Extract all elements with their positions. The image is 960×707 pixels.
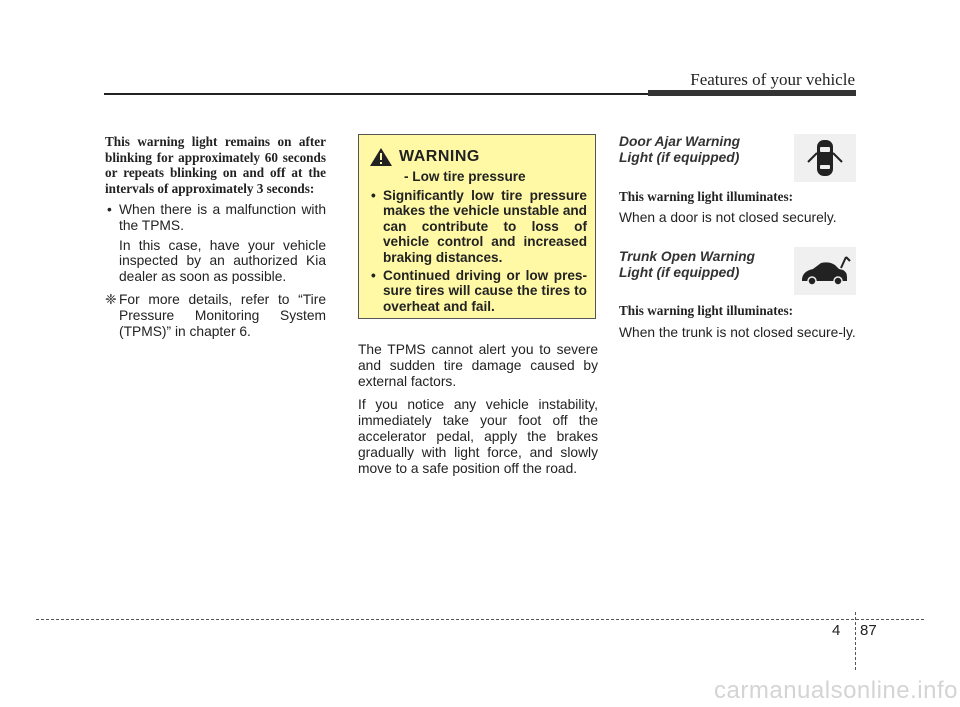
door-ajar-icon (803, 136, 847, 180)
trunk-open-icon (799, 253, 851, 289)
watermark: carmanualsonline.info (714, 677, 958, 704)
bullet-malfunction: • When there is a malfunction with the TPMS. (105, 202, 326, 234)
note-mark-icon: ❈ (105, 291, 117, 307)
note-text (105, 292, 326, 339)
footer-rule (36, 619, 924, 620)
warning-header (369, 147, 587, 167)
intro-text: This warning light remains on after blinking for approximately 60 seconds or repeats blinking on and off at the intervals of approximately 3 seconds: (105, 134, 326, 196)
inspection-text: In this case, have your vehicle inspected by an authorized Kia dealer as soon as possible. (119, 237, 326, 285)
trunk-open-title-line1: Trunk Open Warning (619, 248, 755, 264)
chapter-number: 4 (832, 622, 841, 639)
trunk-open-text: When the trunk is not closed secure-ly. (619, 324, 856, 340)
header-title: Features of your vehicle (690, 70, 855, 89)
trunk-open-title-line2: Light (if equipped) (619, 264, 740, 280)
trunk-open-lead: This warning light illuminates: (619, 303, 794, 319)
page-number: 87 (860, 622, 877, 639)
door-ajar-title-line1: Door Ajar Warning (619, 134, 741, 149)
door-ajar-title-line2: Light (if equipped) (619, 149, 740, 165)
door-ajar-lead: This warning light illuminates: (619, 188, 794, 204)
warning-item: • Significantly low tire pressure makes the vehicle unstable and can contribute to loss of vehicle control and increased braking distances. (369, 188, 587, 265)
warning-triangle-icon (369, 147, 393, 167)
warning-subtitle: - Low tire pressure (404, 169, 526, 184)
instability-text: If you notice any vehicle instability, immediately take your foot off the accelerator pedal, apply the brakes gradually with light force, and slowly move to a safe position off the road. (358, 397, 598, 476)
note-body: For more details, refer to “Tire Pressure Monitoring System (TPMS)” in chapter 6. (119, 291, 326, 339)
page-number-divider (855, 612, 856, 670)
warning-title: WARNING (399, 148, 480, 165)
column-middle (358, 342, 598, 476)
trunk-open-icon-box (794, 247, 856, 295)
door-ajar-icon-box (794, 134, 856, 182)
warning-box (358, 134, 596, 319)
warning-list (369, 188, 587, 314)
header-rule-accent (648, 90, 856, 96)
column-left (105, 134, 326, 339)
tpms-limit-text: The TPMS cannot alert you to severe and sudden tire damage caused by external factors. (358, 342, 598, 389)
door-ajar-text: When a door is not closed securely. (619, 210, 837, 226)
warning-item: • Continued driving or low pres-sure tires will cause the tires to overheat and fail. (369, 268, 587, 314)
